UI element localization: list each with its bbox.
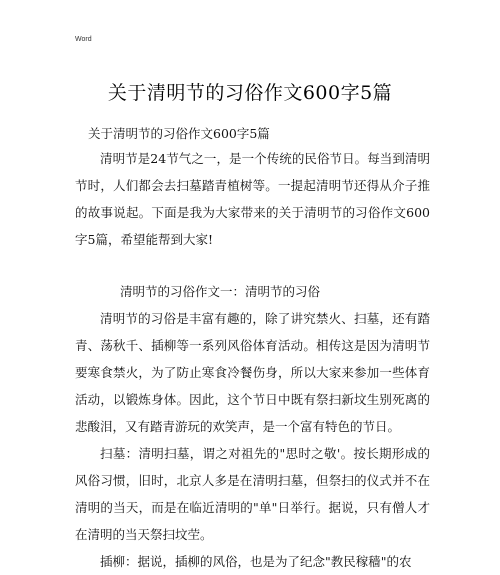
intro-paragraph: 清明节是24节气之一，是一个传统的民俗节日。每当到清明节时，人们都会去扫墓踏青植树等。一提起清明节还得从介子推的故事说起。下面是我为大家带来的关于清明节的习俗作文600字5篇，希望能帮到大家! xyxy=(75,151,430,247)
paragraph-willow: 插柳：据说，插柳的风俗，也是为了纪念"教民稼穑"的农 xyxy=(100,554,412,569)
paragraph-tomb-sweeping: 扫墓：清明扫墓，谓之对祖先的"思时之敬'。按长期形成的风俗习惯，旧时，北京人多是在清明扫墓，但祭扫的仪式并不在清明的当天，而是在临近清明的"单"日举行。据说，只有僧人才在清明的当天祭扫坟茔。 xyxy=(75,446,430,542)
header-label: Word xyxy=(75,36,92,43)
intro-block xyxy=(75,145,430,253)
document-subtitle: 关于清明节的习俗作文600字5篇 xyxy=(88,126,270,141)
document-title: 关于清明节的习俗作文600字5篇 xyxy=(107,82,393,104)
section-heading: 清明节的习俗作文一：清明节的习俗 xyxy=(120,284,321,299)
paragraph-customs: 清明节的习俗是丰富有趣的，除了讲究禁火、扫墓，还有踏青、荡秋千、插柳等一系列风俗体育活动。相传这是因为清明节要寒食禁火，为了防止寒食冷餐伤身，所以大家来参加一些体育活动，以锻炼身体。因此，这个节日中既有祭扫新坟生别死离的悲酸泪，又有踏青游玩的欢笑声，是一个富有特色的节日。 xyxy=(75,311,430,434)
section-one xyxy=(75,278,430,575)
